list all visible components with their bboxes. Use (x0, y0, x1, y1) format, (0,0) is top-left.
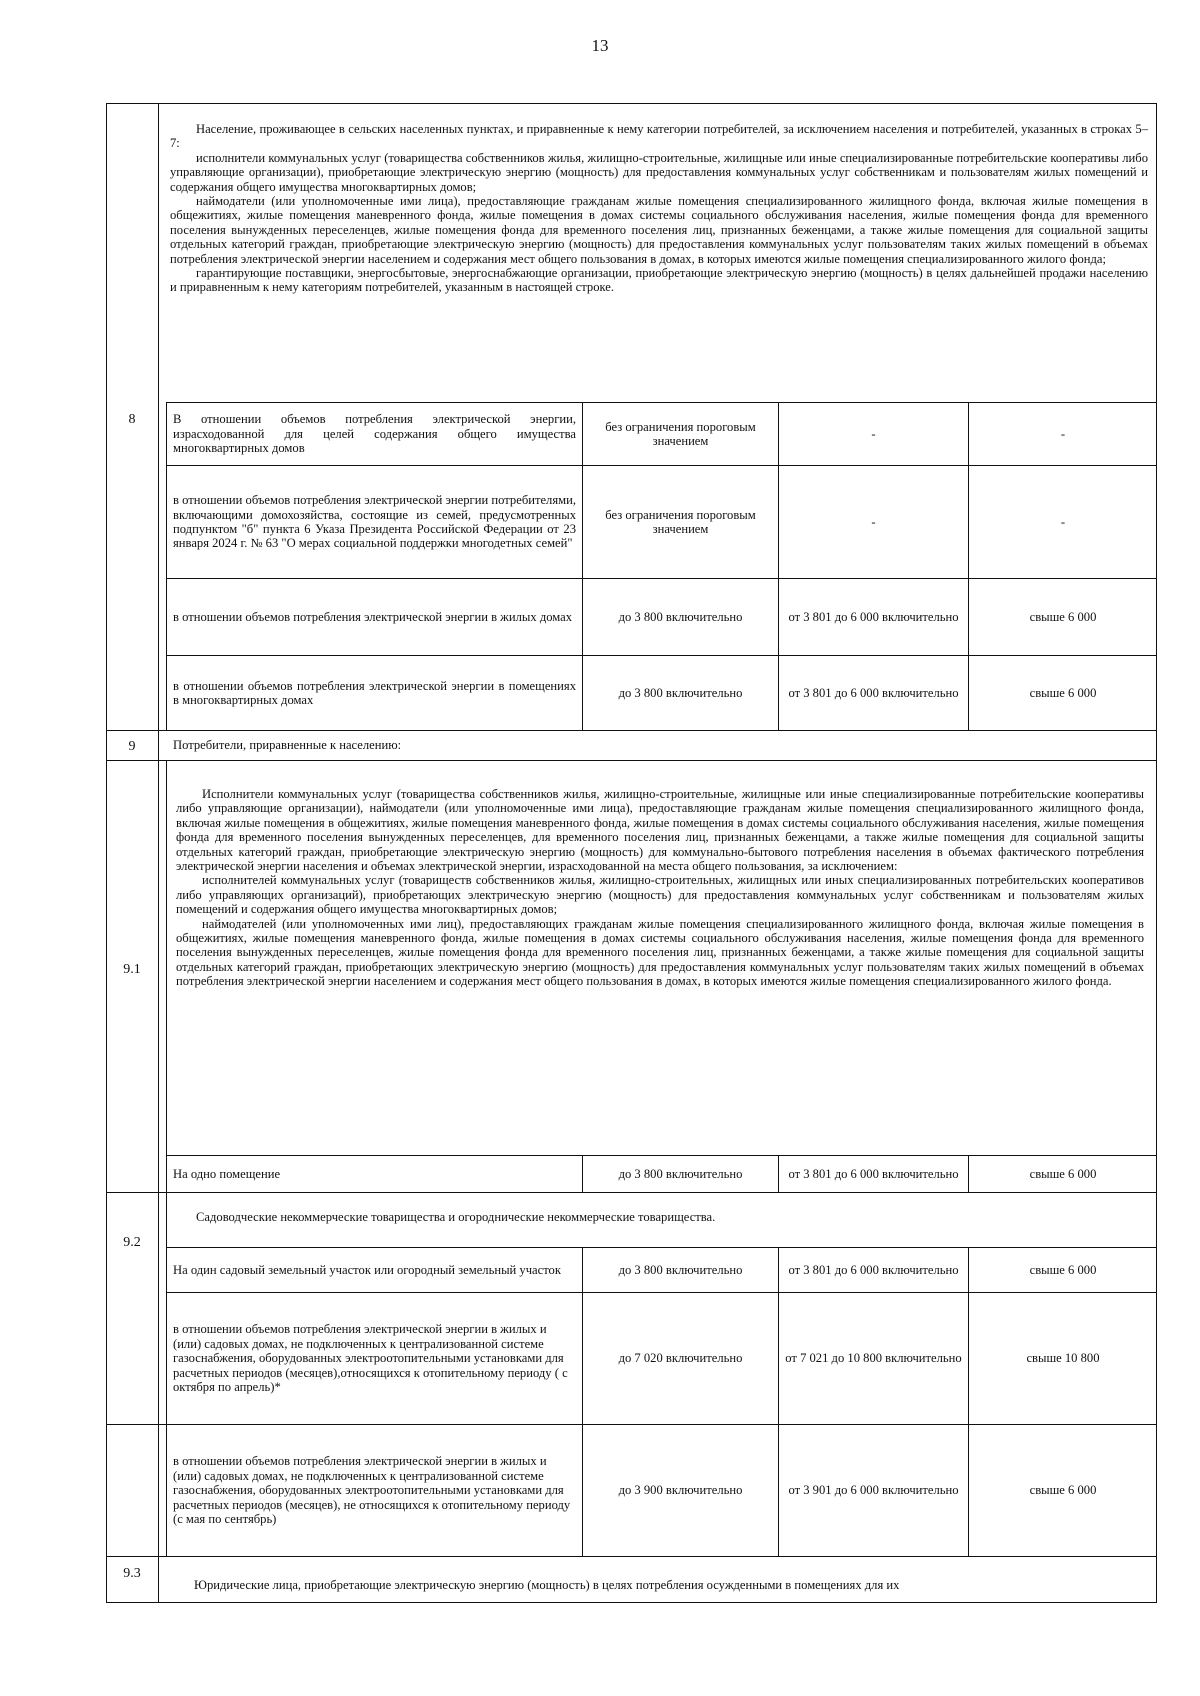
row8-sub1-c1: без ограничения пороговым значением (605, 419, 756, 448)
row91-p1: Исполнители коммунальных услуг (товарищества собственников жилья, жилищно-строительные, жилищные или иные специализированные потребительские кооперативы либо управляющие организации), наймодатели (или уполномоченные ими лица), предоставляющие гражданам жилые помещения специализированного жилищного фонда, включая жилые помещения в общежитиях, жилые помещения маневренного фонда, жилые помещения в домах системы социального обслуживания населения, жилые помещения фонда для временного поселения вынужденных переселенцев, для временного поселения лиц, признанных беженцами, а также жилые помещения для социальной защиты отдельных категорий граждан, приобретающие электрическую энергию (мощность) для коммунально-бытового потребления населения в объемах фактического потребления электрической энергии населения и объемах электрической энергии, израсходованной на места общего пользования, за исключением: (176, 787, 1144, 874)
rule (166, 760, 167, 1192)
row91-p2: исполнителей коммунальных услуг (товариществ собственников жилья, жилищно-строительных, жилищных или иных специализированных потребительских кооперативов либо управляющих организаций), приобретающих электрическую энергию (мощность) для предоставления коммунальных услуг собственникам и пользователям жилых помещений и содержания общего имущества многоквартирных домов; (176, 873, 1144, 917)
row91-sub-c3: свыше 6 000 (1029, 1166, 1097, 1181)
row-number-9: 9 (128, 739, 136, 754)
row8-sub2-c1: без ограничения пороговым значением (605, 507, 756, 536)
rule (106, 1556, 1157, 1557)
row8-sub3-c3: свыше 6 000 (1029, 609, 1097, 624)
row8-sub1-c3: - (1060, 426, 1066, 441)
row8-sub3-c2: от 3 801 до 6 000 включительно (788, 609, 959, 624)
row8-sub3-c1: до 3 800 включительно (618, 609, 743, 624)
row92-sub1-c1: до 3 800 включительно (618, 1262, 743, 1277)
row92-text: Садоводческие некоммерческие товарищества и огороднические некоммерческие товарищества. (196, 1209, 716, 1224)
row8-intro-p3: наймодатели (или уполномоченные ими лица), предоставляющие гражданам жилые помещения специализированного жилищного фонда, включая жилые помещения в общежитиях, жилые помещения маневренного фонда, жилые помещения в домах системы социального обслуживания населения, жилые помещения фонда для временного поселения вынужденных переселенцев, жилые помещения фонда для временного поселения лиц, признанных беженцами, а также жилые помещения для социальной защиты отдельных категорий граждан, приобретающие электрическую энергию (мощность) для предоставления коммунальных услуг пользователям таких жилых помещений в объемах потребления электрической энергии населением и содержания мест общего пользования в домах, в которых имеются жилые помещения специализированного жилого фонда; (170, 194, 1148, 266)
row93-text: Юридические лица, приобретающие электрическую энергию (мощность) в целях потребления осужденными в помещениях для их (194, 1577, 900, 1592)
rule (106, 1192, 1157, 1193)
row8-sub2-c3: - (1060, 514, 1066, 529)
row8-sub2-c2: - (871, 514, 876, 529)
row8-sub4-label: в отношении объемов потребления электрической энергии в помещениях в многоквартирных домах (173, 678, 576, 707)
row8-sub1-label: В отношении объемов потребления электрической энергии, израсходованной для целей содержания общего имущества многоквартирных домов (173, 412, 576, 456)
row8-sub1-c2: - (871, 426, 876, 441)
rule (106, 760, 1157, 761)
row92-sub1-label: На один садовый земельный участок или огородный земельный участок (173, 1262, 561, 1277)
page-number: 13 (591, 36, 609, 55)
row-number-9-2: 9.2 (123, 1235, 141, 1250)
row92-sub3-c2: от 3 901 до 6 000 включительно (788, 1483, 959, 1498)
row8-sub3-label: в отношении объемов потребления электрической энергии в жилых домах (173, 609, 573, 624)
row92-sub3-c3: свыше 6 000 (1029, 1483, 1097, 1498)
row91-sub-label: На одно помещение (173, 1166, 281, 1181)
row92-sub2-c2: от 7 021 до 10 800 включительно (785, 1351, 962, 1366)
number-column-divider (158, 103, 159, 1603)
row92-sub1-c3: свыше 6 000 (1029, 1262, 1097, 1277)
row91-sub-c2: от 3 801 до 6 000 включительно (788, 1166, 959, 1181)
row92-sub3-c1: до 3 900 включительно (618, 1483, 743, 1498)
row-number-9-1: 9.1 (123, 962, 141, 977)
row8-sub4-c1: до 3 800 включительно (618, 685, 743, 700)
row92-sub2-c1: до 7 020 включительно (618, 1351, 743, 1366)
row92-sub3-label: в отношении объемов потребления электрической энергии в жилых и (или) садовых домах, не подключенных к централизованной системе газоснабжения, оборудованных электроотопительными установками для расчетных периодов (месяцев), не относящихся к отопительному периоду (с мая по сентябрь) (173, 1454, 571, 1527)
row91-text (176, 787, 1144, 989)
row8-sub2-label: в отношении объемов потребления электрической энергии потребителями, включающими домохозяйства, состоящие из семей, предусмотренных подпунктом "б" пункта 6 Указа Президента Российской Федерации от 23 января 2024 г. № 63 "О мерах социальной поддержки многодетных семей" (173, 493, 576, 551)
row8-sub4-c3: свыше 6 000 (1029, 685, 1097, 700)
row8-intro-p1: Население, проживающее в сельских населенных пунктах, и приравненные к нему категории потребителей, за исключением населения и потребителей, указанных в строках 5–7: (170, 122, 1148, 151)
row92-sub2-c3: свыше 10 800 (1026, 1351, 1100, 1366)
row92-sub2-label: в отношении объемов потребления электрической энергии в жилых и (или) садовых домах, не подключенных к централизованной системе газоснабжения, оборудованных электроотопительными установками для расчетных периодов (месяцев),относящихся к отопительному периоду ( с октября по апрель)* (173, 1322, 568, 1395)
row91-sub-c1: до 3 800 включительно (618, 1166, 743, 1181)
row-number-8: 8 (128, 412, 136, 427)
row8-intro-text (170, 122, 1148, 295)
row8-intro-p2: исполнители коммунальных услуг (товарищества собственников жилья, жилищно-строительные, жилищные или иные специализированные потребительские кооперативы либо управляющие организации), приобретающие электрическую энергию (мощность) для предоставления коммунальных услуг собственникам и пользователям жилых помещений и содержания общего имущества многоквартирных домов; (170, 150, 1148, 194)
row8-sub4-c2: от 3 801 до 6 000 включительно (788, 685, 959, 700)
row-number-9-3: 9.3 (123, 1566, 141, 1581)
row92-sub1-c2: от 3 801 до 6 000 включительно (788, 1262, 959, 1277)
row9-text: Потребители, приравненные к населению: (173, 737, 402, 752)
row91-p3: наймодателей (или уполномоченных ими лиц), предоставляющих гражданам жилые помещения специализированного жилищного фонда, включая жилые помещения в общежитиях, жилые помещения маневренного фонда, жилые помещения в домах системы социального обслуживания населения, жилые помещения фонда для временного поселения вынужденных переселенцев, жилые помещения фонда для временного поселения лиц, признанных беженцами, а также жилые помещения для социальной защиты отдельных категорий граждан, приобретающих электрическую энергию (мощность) для предоставления коммунальных услуг пользователям таких жилых помещений в объемах потребления электрической энергии населением и содержания мест общего пользования в домах, в которых имеются жилые помещения специализированного жилого фонда. (176, 916, 1144, 989)
row8-intro-p4: гарантирующие поставщики, энергосбытовые, энергоснабжающие организации, приобретающие электрическую энергию (мощность) в целях дальнейшей продажи населению и приравненным к нему категориям потребителей, указанным в настоящей строке. (170, 266, 1148, 295)
